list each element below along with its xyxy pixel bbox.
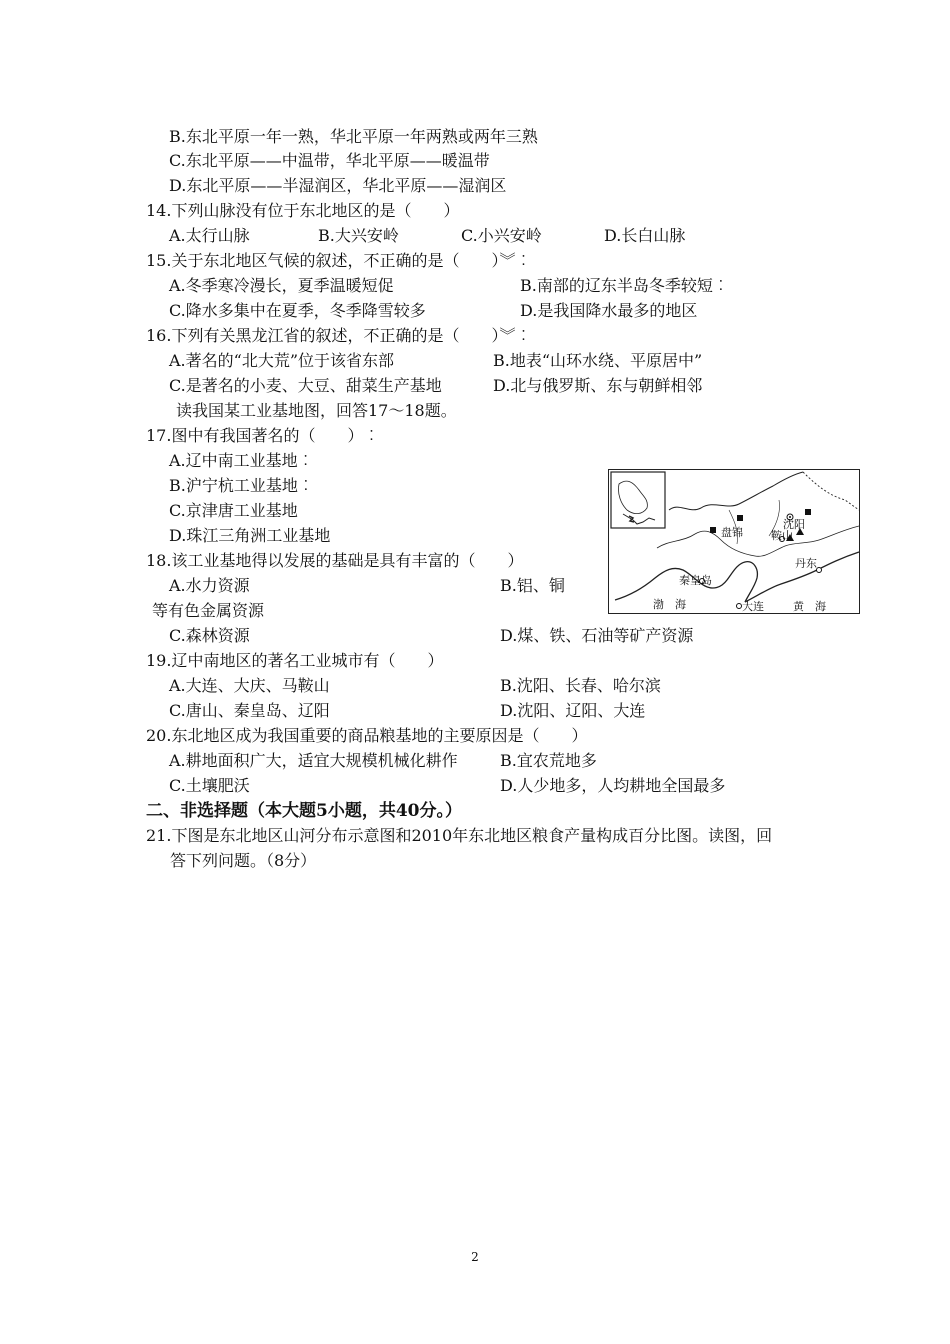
option-20c: C.土壤肥沃 (169, 776, 250, 795)
map-drawing (609, 470, 861, 615)
question-21: 21.下图是东北地区山河分布示意图和2010年东北地区粮食产量构成百分比图。读图，回 (146, 826, 773, 845)
option-15a: A.冬季寒冷漫长，夏季温暖短促 (169, 276, 394, 295)
question-15: 15.关于东北地区气候的叙述，不正确的是（ ）︾︰ (146, 251, 532, 270)
option-14c: C.小兴安岭 (461, 226, 542, 245)
option-17a: A.辽中南工业基地︰ (169, 451, 314, 470)
page-number: 2 (471, 1250, 479, 1264)
option-20b: B.宜农荒地多 (500, 751, 597, 770)
option-15b: B.南部的辽东半岛冬季较短︰ (520, 276, 729, 295)
map-label-huanghai: 黄 海 (793, 600, 826, 613)
city-marker-square (737, 515, 743, 521)
option-14a: A.太行山脉 (169, 226, 250, 245)
question-16: 16.下列有关黑龙江省的叙述，不正确的是（ ）︾︰ (146, 326, 532, 345)
map-label-qinhuangdao: 秦皇岛 (679, 574, 712, 587)
option-20a: A.耕地面积广大，适宜大规模机械化耕作 (169, 751, 458, 770)
option-19c: C.唐山、秦皇岛、辽阳 (169, 701, 330, 720)
option-20d: D.人少地多，人均耕地全国最多 (500, 776, 726, 795)
section-heading: 二、非选择题（本大题5小题，共40分。） (146, 801, 462, 821)
city-marker-square (710, 527, 716, 533)
option-17b: B.沪宁杭工业基地︰ (169, 476, 314, 495)
map-label-dandong: 丹东 (795, 557, 817, 570)
option-16a: A.著名的“北大荒”位于该省东部 (169, 351, 395, 370)
option-14b: B.大兴安岭 (318, 226, 399, 245)
border-east (803, 472, 859, 510)
option-16b: B.地表“山环水绕、平原居中” (493, 351, 703, 370)
city-marker-square (805, 509, 811, 515)
map-label-bohai: 渤 海 (653, 598, 686, 611)
option-15c: C.降水多集中在夏季，冬季降雪较多 (169, 301, 426, 320)
province-border-north (669, 472, 803, 510)
map-label-dalian: 大连 (742, 600, 764, 613)
question-18: 18.该工业基地得以发展的基础是具有丰富的（ ） (146, 551, 524, 570)
map-label-shenyang: 沈阳 (783, 518, 805, 531)
option-18b: B.铝、铜 (500, 576, 565, 595)
option-18a: A.水力资源 (169, 576, 250, 595)
dalian-marker (737, 604, 742, 609)
option-13c: C.东北平原——中温带，华北平原——暖温带 (169, 151, 490, 170)
option-18b-continued: 等有色金属资源 (152, 601, 265, 620)
option-17c: C.京津唐工业基地 (169, 501, 298, 520)
option-17d: D.珠江三角洲工业基地 (169, 526, 331, 545)
question-21-continued: 答下列问题。（8分） (170, 851, 317, 870)
question-17: 17.图中有我国著名的（ ）︰ (146, 426, 380, 445)
question-14: 14.下列山脉没有位于东北地区的是（ ） (146, 201, 460, 220)
option-19b: B.沈阳、长春、哈尔滨 (500, 676, 661, 695)
industrial-base-map (608, 469, 860, 614)
option-16c: C.是著名的小麦、大豆、甜菜生产基地 (169, 376, 442, 395)
map-label-panjin: 盘锦 (721, 526, 743, 539)
option-18d: D.煤、铁、石油等矿产资源 (500, 626, 694, 645)
option-19d: D.沈阳、辽阳、大连 (500, 701, 646, 720)
river-line (657, 526, 859, 556)
map-label-anshan: 鞍山 (771, 529, 793, 542)
option-13b: B.东北平原一年一熟，华北平原一年两熟或两年三熟 (169, 127, 538, 146)
option-13d: D.东北平原——半湿润区，华北平原——湿润区 (169, 176, 507, 195)
option-16d: D.北与俄罗斯、东与朝鲜相邻 (493, 376, 703, 395)
question-19: 19.辽中南地区的著名工业城市有（ ） (146, 651, 444, 670)
question-20: 20.东北地区成为我国重要的商品粮基地的主要原因是（ ） (146, 726, 588, 745)
reading-instruction: 读我国某工业基地图，回答17～18题。 (176, 401, 457, 420)
option-15d: D.是我国降水最多的地区 (520, 301, 698, 320)
option-18c: C.森林资源 (169, 626, 250, 645)
option-19a: A.大连、大庆、马鞍山 (169, 676, 330, 695)
dandong-marker (817, 568, 822, 573)
option-14d: D.长白山脉 (604, 226, 686, 245)
